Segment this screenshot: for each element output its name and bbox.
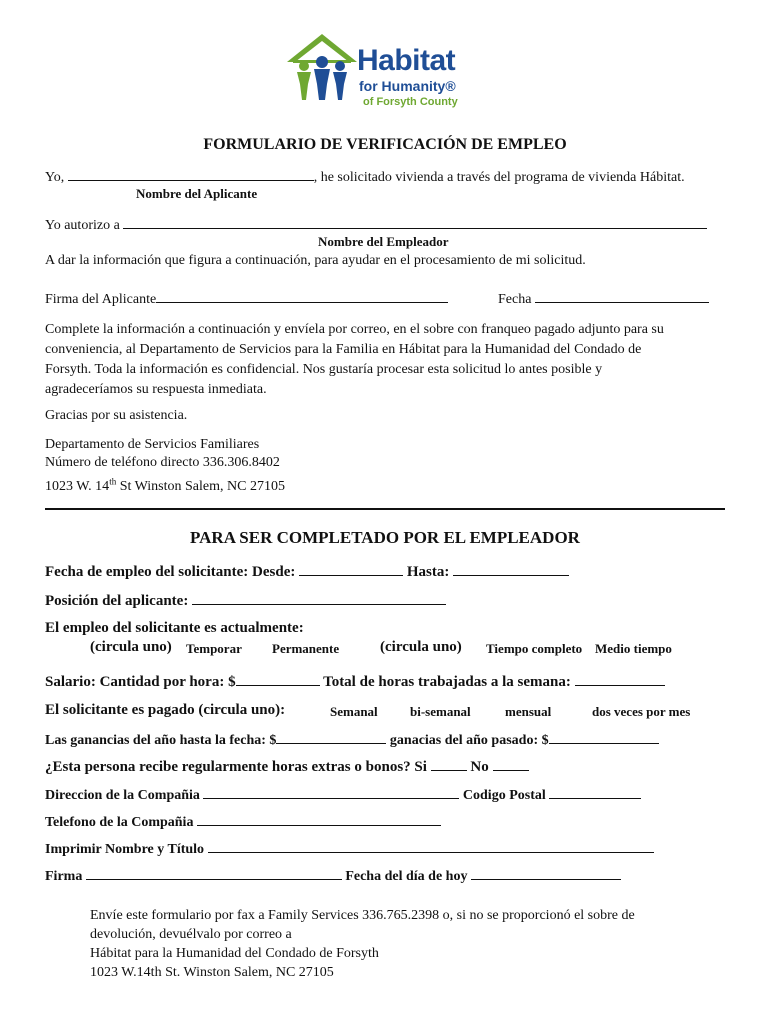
applicant-line <box>45 168 685 186</box>
overtime-yes-field[interactable] <box>431 758 467 771</box>
print-name-label: Imprimir Nombre y Título <box>45 842 205 857</box>
position-field[interactable] <box>192 592 446 605</box>
pay-weekly[interactable]: Semanal <box>330 704 378 719</box>
dept-address: 1023 W. 14th St Winston Salem, NC 27105 <box>45 476 285 494</box>
last-year-label: ganacias del año pasado: $ <box>389 733 549 748</box>
footer-line-3: Hábitat para la Humanidad del Condado de Forsyth <box>90 946 379 961</box>
authorize-line <box>45 216 707 234</box>
habitat-logo <box>285 28 485 114</box>
overtime-label: ¿Esta persona recibe regularmente horas extras o bonos? Si <box>45 759 427 775</box>
today-label: Fecha del día de hoy <box>345 869 468 884</box>
applicant-signature-field[interactable] <box>156 290 448 303</box>
from-date-field[interactable] <box>299 563 403 576</box>
applicant-name-field[interactable] <box>68 168 314 181</box>
date-label: Fecha <box>498 292 532 307</box>
employer-signature-line <box>45 867 621 885</box>
salary-line <box>45 673 665 691</box>
option-full-time[interactable]: Tiempo completo <box>486 641 583 656</box>
overtime-line <box>45 758 529 776</box>
salary-label: Salario: Cantidad por hora: $ <box>45 674 236 690</box>
logo-county: of Forsyth County <box>363 96 458 108</box>
print-name-line <box>45 840 654 858</box>
instructions-line-1: Complete la información a continuación y envíela por correo, en el sobre con franqueo pagado adjunto para su <box>45 322 664 337</box>
circle-one-1: (circula uno) <box>90 639 172 655</box>
employer-name-label: Nombre del Empleador <box>318 234 449 249</box>
contact-block <box>45 436 285 496</box>
company-phone-field[interactable] <box>197 813 441 826</box>
overtime-no-field[interactable] <box>493 758 529 771</box>
yo-suffix: , he solicitado vivienda a través del programa de vivienda Hábitat. <box>313 170 685 185</box>
today-date-field[interactable] <box>471 867 621 880</box>
instructions-line-4: agradeceríamos su respuesta inmediata. <box>45 382 267 397</box>
logo-title: Habitat <box>357 44 456 77</box>
employer-signature-field[interactable] <box>86 867 342 880</box>
applicant-signature-line <box>45 290 448 308</box>
zip-field[interactable] <box>549 786 641 799</box>
date-field[interactable] <box>535 290 709 303</box>
position-label: Posición del aplicante: <box>45 593 189 609</box>
authorize-prefix: Yo autorizo a <box>45 218 120 233</box>
hourly-rate-field[interactable] <box>236 673 320 686</box>
employer-signature-label: Firma <box>45 869 83 884</box>
instructions-line-3: Forsyth. Toda la información es confidencial. Nos gustaría procesar esta solicitud lo antes posible y <box>45 362 603 377</box>
employer-name-field[interactable] <box>123 216 707 229</box>
applicant-name-label: Nombre del Aplicante <box>136 186 258 201</box>
until-date-field[interactable] <box>453 563 569 576</box>
zip-label: Codigo Postal <box>462 788 546 803</box>
authorize-text: A dar la información que figura a continuación, para ayudar en el procesamiento de mi solicitud. <box>45 253 586 268</box>
until-label: Hasta: <box>406 564 450 580</box>
currently-label: El empleo del solicitante es actualmente: <box>45 620 304 636</box>
hours-label: Total de horas trabajadas a la semana: <box>323 674 571 690</box>
pay-twice-monthly[interactable]: dos veces por mes <box>592 704 691 719</box>
last-year-field[interactable] <box>549 731 659 744</box>
company-phone-line <box>45 813 441 831</box>
option-permanent[interactable]: Permanente <box>272 641 340 656</box>
section-divider <box>45 508 725 510</box>
earnings-line <box>45 731 659 749</box>
employment-date-label: Fecha de empleo del solicitante: Desde: <box>45 564 296 580</box>
ytd-field[interactable] <box>276 731 386 744</box>
circle-one-2: (circula uno) <box>380 639 462 655</box>
ytd-label: Las ganancias del año hasta la fecha: $ <box>45 733 277 748</box>
logo-subtitle: for Humanity® <box>359 78 456 94</box>
date-line <box>498 290 709 308</box>
footer-line-2: devolución, devuélvalo por correo a <box>90 927 292 942</box>
form-title: FORMULARIO DE VERIFICACIÓN DE EMPLEO <box>203 136 567 153</box>
applicant-signature-label: Firma del Aplicante <box>45 292 157 307</box>
employment-date-line <box>45 563 569 581</box>
dept-phone: Número de teléfono directo 336.306.8402 <box>45 455 280 470</box>
option-part-time[interactable]: Medio tiempo <box>595 641 672 656</box>
company-phone-label: Telefono de la Compañia <box>45 815 194 830</box>
pay-biweekly[interactable]: bi-semanal <box>410 704 471 719</box>
house-with-people-icon <box>285 32 359 102</box>
position-line <box>45 592 446 610</box>
footer-line-4: 1023 W.14th St. Winston Salem, NC 27105 <box>90 965 334 980</box>
yo-prefix: Yo, <box>45 170 65 185</box>
dept-name: Departamento de Servicios Familiares <box>45 437 260 452</box>
option-temporary[interactable]: Temporar <box>186 641 242 656</box>
paid-label: El solicitante es pagado (circula uno): <box>45 702 286 718</box>
print-name-field[interactable] <box>208 840 654 853</box>
weekly-hours-field[interactable] <box>575 673 665 686</box>
overtime-no-label: No <box>470 759 489 775</box>
instructions-line-2: conveniencia, al Departamento de Servicios para la Familia en Hábitat para la Humanidad del Condado de <box>45 342 642 357</box>
company-address-line <box>45 786 641 804</box>
pay-monthly[interactable]: mensual <box>505 704 552 719</box>
company-address-label: Direccion de la Compañia <box>45 788 200 803</box>
instructions-paragraph <box>45 320 664 400</box>
employer-section-title: PARA SER COMPLETADO POR EL EMPLEADOR <box>190 528 580 547</box>
thanks-text: Gracias por su asistencia. <box>45 408 188 423</box>
company-address-field[interactable] <box>203 786 459 799</box>
footer-line-1: Envíe este formulario por fax a Family Services 336.765.2398 o, si no se proporcionó el sobre de <box>90 908 635 923</box>
footer-block <box>90 906 635 982</box>
